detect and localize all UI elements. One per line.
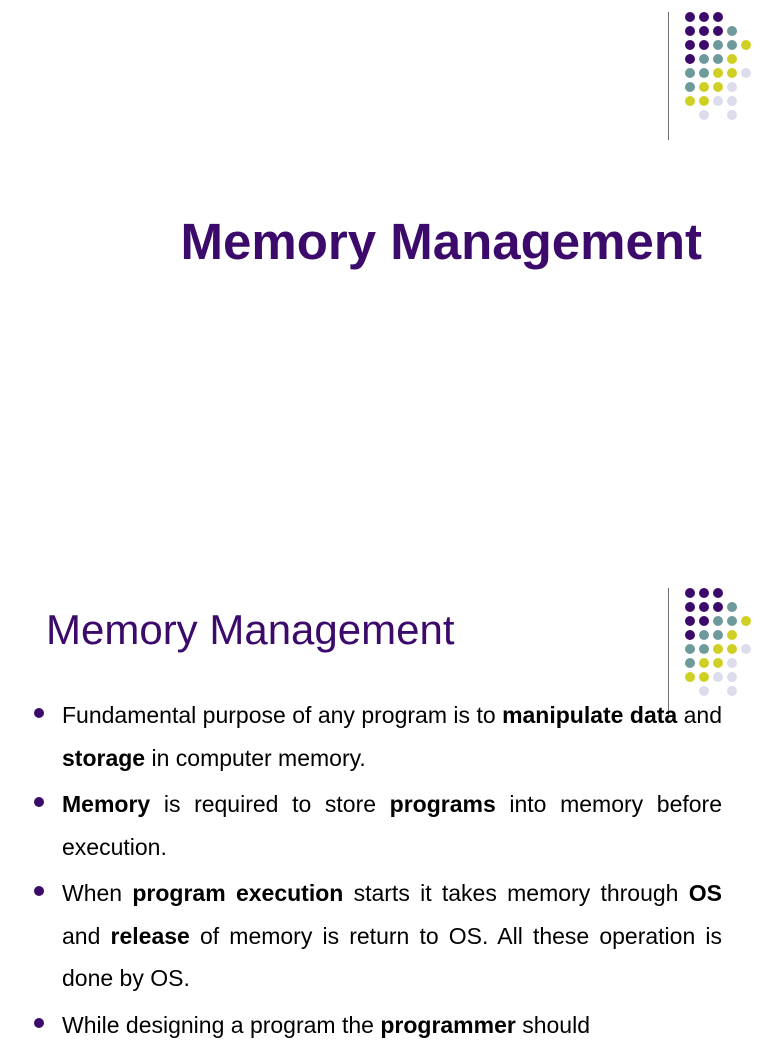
text-run: and [677, 702, 723, 728]
decoration-dot [699, 26, 709, 36]
decoration-dot [713, 616, 723, 626]
decoration-dot [727, 630, 737, 640]
decoration-dot [699, 658, 709, 668]
decoration-dot [699, 644, 709, 654]
decoration-dot [685, 588, 695, 598]
content-slide [0, 576, 768, 1038]
decoration-dot [713, 82, 723, 92]
decoration-dot [727, 686, 737, 696]
bullet-text [62, 783, 722, 868]
bold-text-run: programmer [380, 1011, 516, 1038]
decoration-dot [713, 54, 723, 64]
decoration-dot [685, 68, 695, 78]
text-run: Fundamental purpose of any program is to [62, 702, 503, 728]
decoration-dot [685, 26, 695, 36]
decoration-dot [727, 110, 737, 120]
decoration-dot [699, 602, 709, 612]
bullet-dot-icon [34, 708, 44, 718]
decoration-dot [713, 658, 723, 668]
decoration-dot [685, 96, 695, 106]
decoration-dot [713, 26, 723, 36]
slide-heading: Memory Management [46, 606, 455, 653]
text-run: is required to store [150, 791, 390, 817]
decoration-dot [699, 12, 709, 22]
decoration-dot [727, 602, 737, 612]
decoration-dot [727, 68, 737, 78]
decoration-dot [685, 644, 695, 654]
bold-text-run: release [110, 922, 190, 949]
decoration-dot [699, 96, 709, 106]
text-run: into memory before execution. [62, 791, 722, 860]
bold-text-run: OS [688, 880, 722, 906]
decoration-dot [713, 630, 723, 640]
slide-title: Memory Management [180, 213, 702, 270]
bullet-dot-icon [34, 886, 44, 896]
decoration-dot [685, 12, 695, 22]
decoration-dot [741, 40, 751, 50]
bullet-item [34, 872, 722, 1000]
decoration-dot [713, 96, 723, 106]
decoration-dot [685, 82, 695, 92]
decoration-dot [713, 588, 723, 598]
bold-text-run: manipulate data [502, 702, 678, 728]
decoration-dot [713, 12, 723, 22]
decoration-dot [713, 672, 723, 682]
decoration-dot [699, 68, 709, 78]
bullet-item [34, 783, 722, 868]
decoration-dot [699, 616, 709, 626]
text-run: should [515, 1011, 590, 1038]
bold-text-run: program execution [132, 880, 344, 906]
text-run: When [62, 880, 133, 906]
bold-text-run: Memory [62, 791, 151, 817]
bold-text-run: storage [62, 744, 146, 771]
decoration-dot [685, 54, 695, 64]
bullet-list [34, 694, 722, 1050]
decoration-dot [713, 68, 723, 78]
decoration-dot [699, 54, 709, 64]
decoration-dot [685, 602, 695, 612]
decoration-dot [699, 82, 709, 92]
decoration-dot [741, 616, 751, 626]
decoration-dot [727, 54, 737, 64]
decoration-dot [713, 40, 723, 50]
decoration-dot [727, 40, 737, 50]
decoration-dot [685, 40, 695, 50]
decoration-dot [699, 40, 709, 50]
text-run: starts it takes memory through [343, 880, 689, 906]
decoration-dot [685, 672, 695, 682]
text-run: in computer memory. [145, 744, 366, 771]
decoration-dot [699, 630, 709, 640]
decoration-dot [685, 630, 695, 640]
decoration-dot [741, 644, 751, 654]
decoration-dot [699, 588, 709, 598]
decoration-dot [727, 96, 737, 106]
decoration-dot [699, 672, 709, 682]
decoration-dot [727, 658, 737, 668]
dot-grid-decoration [668, 12, 758, 142]
decoration-dot [727, 644, 737, 654]
bullet-item [34, 1004, 722, 1047]
bullet-text [62, 694, 722, 779]
bullet-dot-icon [34, 1018, 44, 1028]
bullet-item [34, 694, 722, 779]
bullet-text [62, 872, 722, 1000]
decoration-dot [685, 616, 695, 626]
decoration-dot [727, 616, 737, 626]
decoration-dot [727, 26, 737, 36]
decoration-dot [713, 644, 723, 654]
decoration-divider-line [668, 12, 669, 140]
decoration-dot [699, 110, 709, 120]
bullet-text [62, 1004, 722, 1047]
bullet-dot-icon [34, 797, 44, 807]
text-run: and [62, 922, 111, 949]
bold-text-run: programs [389, 791, 496, 817]
decoration-dot [727, 82, 737, 92]
decoration-dot [685, 658, 695, 668]
text-run: While designing a program the [62, 1011, 381, 1038]
decoration-dot [727, 672, 737, 682]
decoration-dot [713, 602, 723, 612]
decoration-dot [741, 68, 751, 78]
text-run: of memory is return to OS. All these operation is done by OS. [62, 922, 722, 991]
